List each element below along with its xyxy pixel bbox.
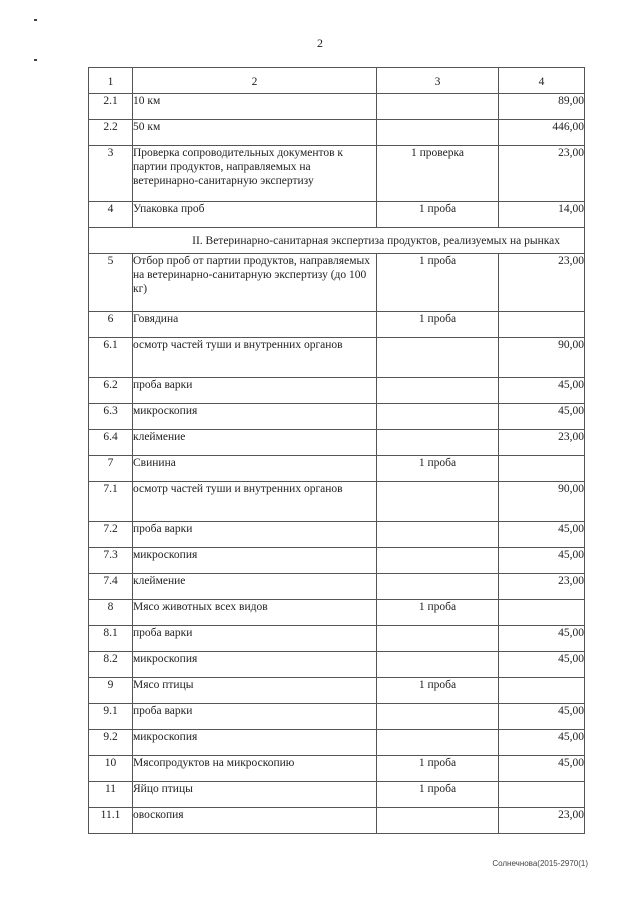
- row-number: 9.2: [89, 730, 133, 756]
- row-name: осмотр частей туши и внутренних органов: [133, 482, 377, 522]
- row-unit: [377, 482, 499, 522]
- row-name: проба варки: [133, 704, 377, 730]
- row-price: 14,00: [499, 202, 585, 228]
- section-row: [89, 228, 585, 254]
- table-row: [89, 146, 585, 202]
- row-unit: [377, 704, 499, 730]
- table-row: [89, 120, 585, 146]
- row-unit: 1 проба: [377, 600, 499, 626]
- row-name: Яйцо птицы: [133, 782, 377, 808]
- table-row: [89, 574, 585, 600]
- row-unit: [377, 338, 499, 378]
- row-name: клеймение: [133, 574, 377, 600]
- row-price: [499, 782, 585, 808]
- row-price: [499, 600, 585, 626]
- row-number: 5: [89, 254, 133, 312]
- row-name: Мясо птицы: [133, 678, 377, 704]
- row-number: 3: [89, 146, 133, 202]
- row-unit: [377, 522, 499, 548]
- row-price: 45,00: [499, 652, 585, 678]
- row-number: 11: [89, 782, 133, 808]
- row-unit: [377, 626, 499, 652]
- row-name: микроскопия: [133, 548, 377, 574]
- row-price: 90,00: [499, 338, 585, 378]
- row-price: 45,00: [499, 704, 585, 730]
- row-name: микроскопия: [133, 652, 377, 678]
- document-code: Солнечнова(2015-2970(1): [492, 859, 588, 868]
- row-name: Говядина: [133, 312, 377, 338]
- row-number: 8.1: [89, 626, 133, 652]
- row-unit: [377, 652, 499, 678]
- row-price: 45,00: [499, 548, 585, 574]
- table-row: [89, 626, 585, 652]
- row-number: 7: [89, 456, 133, 482]
- row-unit: [377, 94, 499, 120]
- row-name: Проверка сопроводительных документов к партии продуктов, направляемых на ветеринарно-санитарную экспертизу: [133, 146, 377, 202]
- table-row: [89, 756, 585, 782]
- row-unit: [377, 430, 499, 456]
- row-price: 23,00: [499, 808, 585, 834]
- table-row: [89, 652, 585, 678]
- row-name: клеймение: [133, 430, 377, 456]
- table-row: [89, 456, 585, 482]
- row-price: 45,00: [499, 626, 585, 652]
- row-name: проба варки: [133, 626, 377, 652]
- row-number: 6.2: [89, 378, 133, 404]
- row-number: 7.1: [89, 482, 133, 522]
- page-number: 2: [317, 36, 323, 50]
- table-row: [89, 704, 585, 730]
- table-row: [89, 600, 585, 626]
- header-cell: 4: [499, 68, 585, 94]
- row-price: [499, 312, 585, 338]
- row-price: 23,00: [499, 574, 585, 600]
- row-name: микроскопия: [133, 730, 377, 756]
- table-row: [89, 202, 585, 228]
- row-number: 2.2: [89, 120, 133, 146]
- row-unit: [377, 574, 499, 600]
- row-number: 9: [89, 678, 133, 704]
- row-number: 4: [89, 202, 133, 228]
- scan-mark: [34, 59, 37, 61]
- table-row: [89, 338, 585, 378]
- row-unit: [377, 548, 499, 574]
- row-price: 45,00: [499, 378, 585, 404]
- row-price: 446,00: [499, 120, 585, 146]
- row-number: 6.1: [89, 338, 133, 378]
- row-name: проба варки: [133, 522, 377, 548]
- table-row: [89, 678, 585, 704]
- scan-mark: [34, 19, 37, 21]
- tariff-table-body: [89, 68, 585, 834]
- row-unit: [377, 404, 499, 430]
- table-row: [89, 730, 585, 756]
- row-price: 45,00: [499, 522, 585, 548]
- table-row: [89, 782, 585, 808]
- table-row: [89, 548, 585, 574]
- row-price: 23,00: [499, 146, 585, 202]
- row-number: 11.1: [89, 808, 133, 834]
- row-number: 8: [89, 600, 133, 626]
- row-number: 7.4: [89, 574, 133, 600]
- row-unit: 1 проба: [377, 782, 499, 808]
- row-price: 45,00: [499, 404, 585, 430]
- row-price: 23,00: [499, 254, 585, 312]
- section-title: II. Ветеринарно-санитарная экспертиза продуктов, реализуемых на рынках: [89, 228, 585, 254]
- table-row: [89, 482, 585, 522]
- header-cell: 3: [377, 68, 499, 94]
- row-price: 23,00: [499, 430, 585, 456]
- row-price: 45,00: [499, 730, 585, 756]
- table-row: [89, 522, 585, 548]
- row-unit: 1 проба: [377, 678, 499, 704]
- row-price: 89,00: [499, 94, 585, 120]
- row-unit: [377, 730, 499, 756]
- row-name: Мясопродуктов на микроскопию: [133, 756, 377, 782]
- table-row: [89, 378, 585, 404]
- row-price: [499, 678, 585, 704]
- row-unit: 1 проба: [377, 756, 499, 782]
- table-row: [89, 808, 585, 834]
- row-number: 10: [89, 756, 133, 782]
- table-row: [89, 312, 585, 338]
- row-name: Отбор проб от партии продуктов, направляемых на ветеринарно-санитарную экспертизу (до 100 кг): [133, 254, 377, 312]
- row-name: 10 км: [133, 94, 377, 120]
- header-cell: 2: [133, 68, 377, 94]
- row-name: Свинина: [133, 456, 377, 482]
- row-name: Мясо животных всех видов: [133, 600, 377, 626]
- row-number: 9.1: [89, 704, 133, 730]
- table-row: [89, 404, 585, 430]
- row-name: проба варки: [133, 378, 377, 404]
- row-unit: 1 проба: [377, 202, 499, 228]
- row-number: 7.2: [89, 522, 133, 548]
- row-unit: [377, 120, 499, 146]
- row-price: 90,00: [499, 482, 585, 522]
- row-unit: 1 проба: [377, 456, 499, 482]
- row-number: 8.2: [89, 652, 133, 678]
- row-price: 45,00: [499, 756, 585, 782]
- row-name: 50 км: [133, 120, 377, 146]
- row-number: 7.3: [89, 548, 133, 574]
- row-unit: [377, 808, 499, 834]
- row-unit: 1 проба: [377, 312, 499, 338]
- row-number: 6: [89, 312, 133, 338]
- tariff-table: [88, 67, 585, 834]
- row-price: [499, 456, 585, 482]
- table-row: [89, 94, 585, 120]
- row-unit: 1 проба: [377, 254, 499, 312]
- row-number: 6.4: [89, 430, 133, 456]
- row-name: микроскопия: [133, 404, 377, 430]
- row-name: Упаковка проб: [133, 202, 377, 228]
- row-unit: 1 проверка: [377, 146, 499, 202]
- header-row: [89, 68, 585, 94]
- row-name: овоскопия: [133, 808, 377, 834]
- row-number: 2.1: [89, 94, 133, 120]
- row-number: 6.3: [89, 404, 133, 430]
- table-row: [89, 430, 585, 456]
- header-cell: 1: [89, 68, 133, 94]
- row-unit: [377, 378, 499, 404]
- table-row: [89, 254, 585, 312]
- row-name: осмотр частей туши и внутренних органов: [133, 338, 377, 378]
